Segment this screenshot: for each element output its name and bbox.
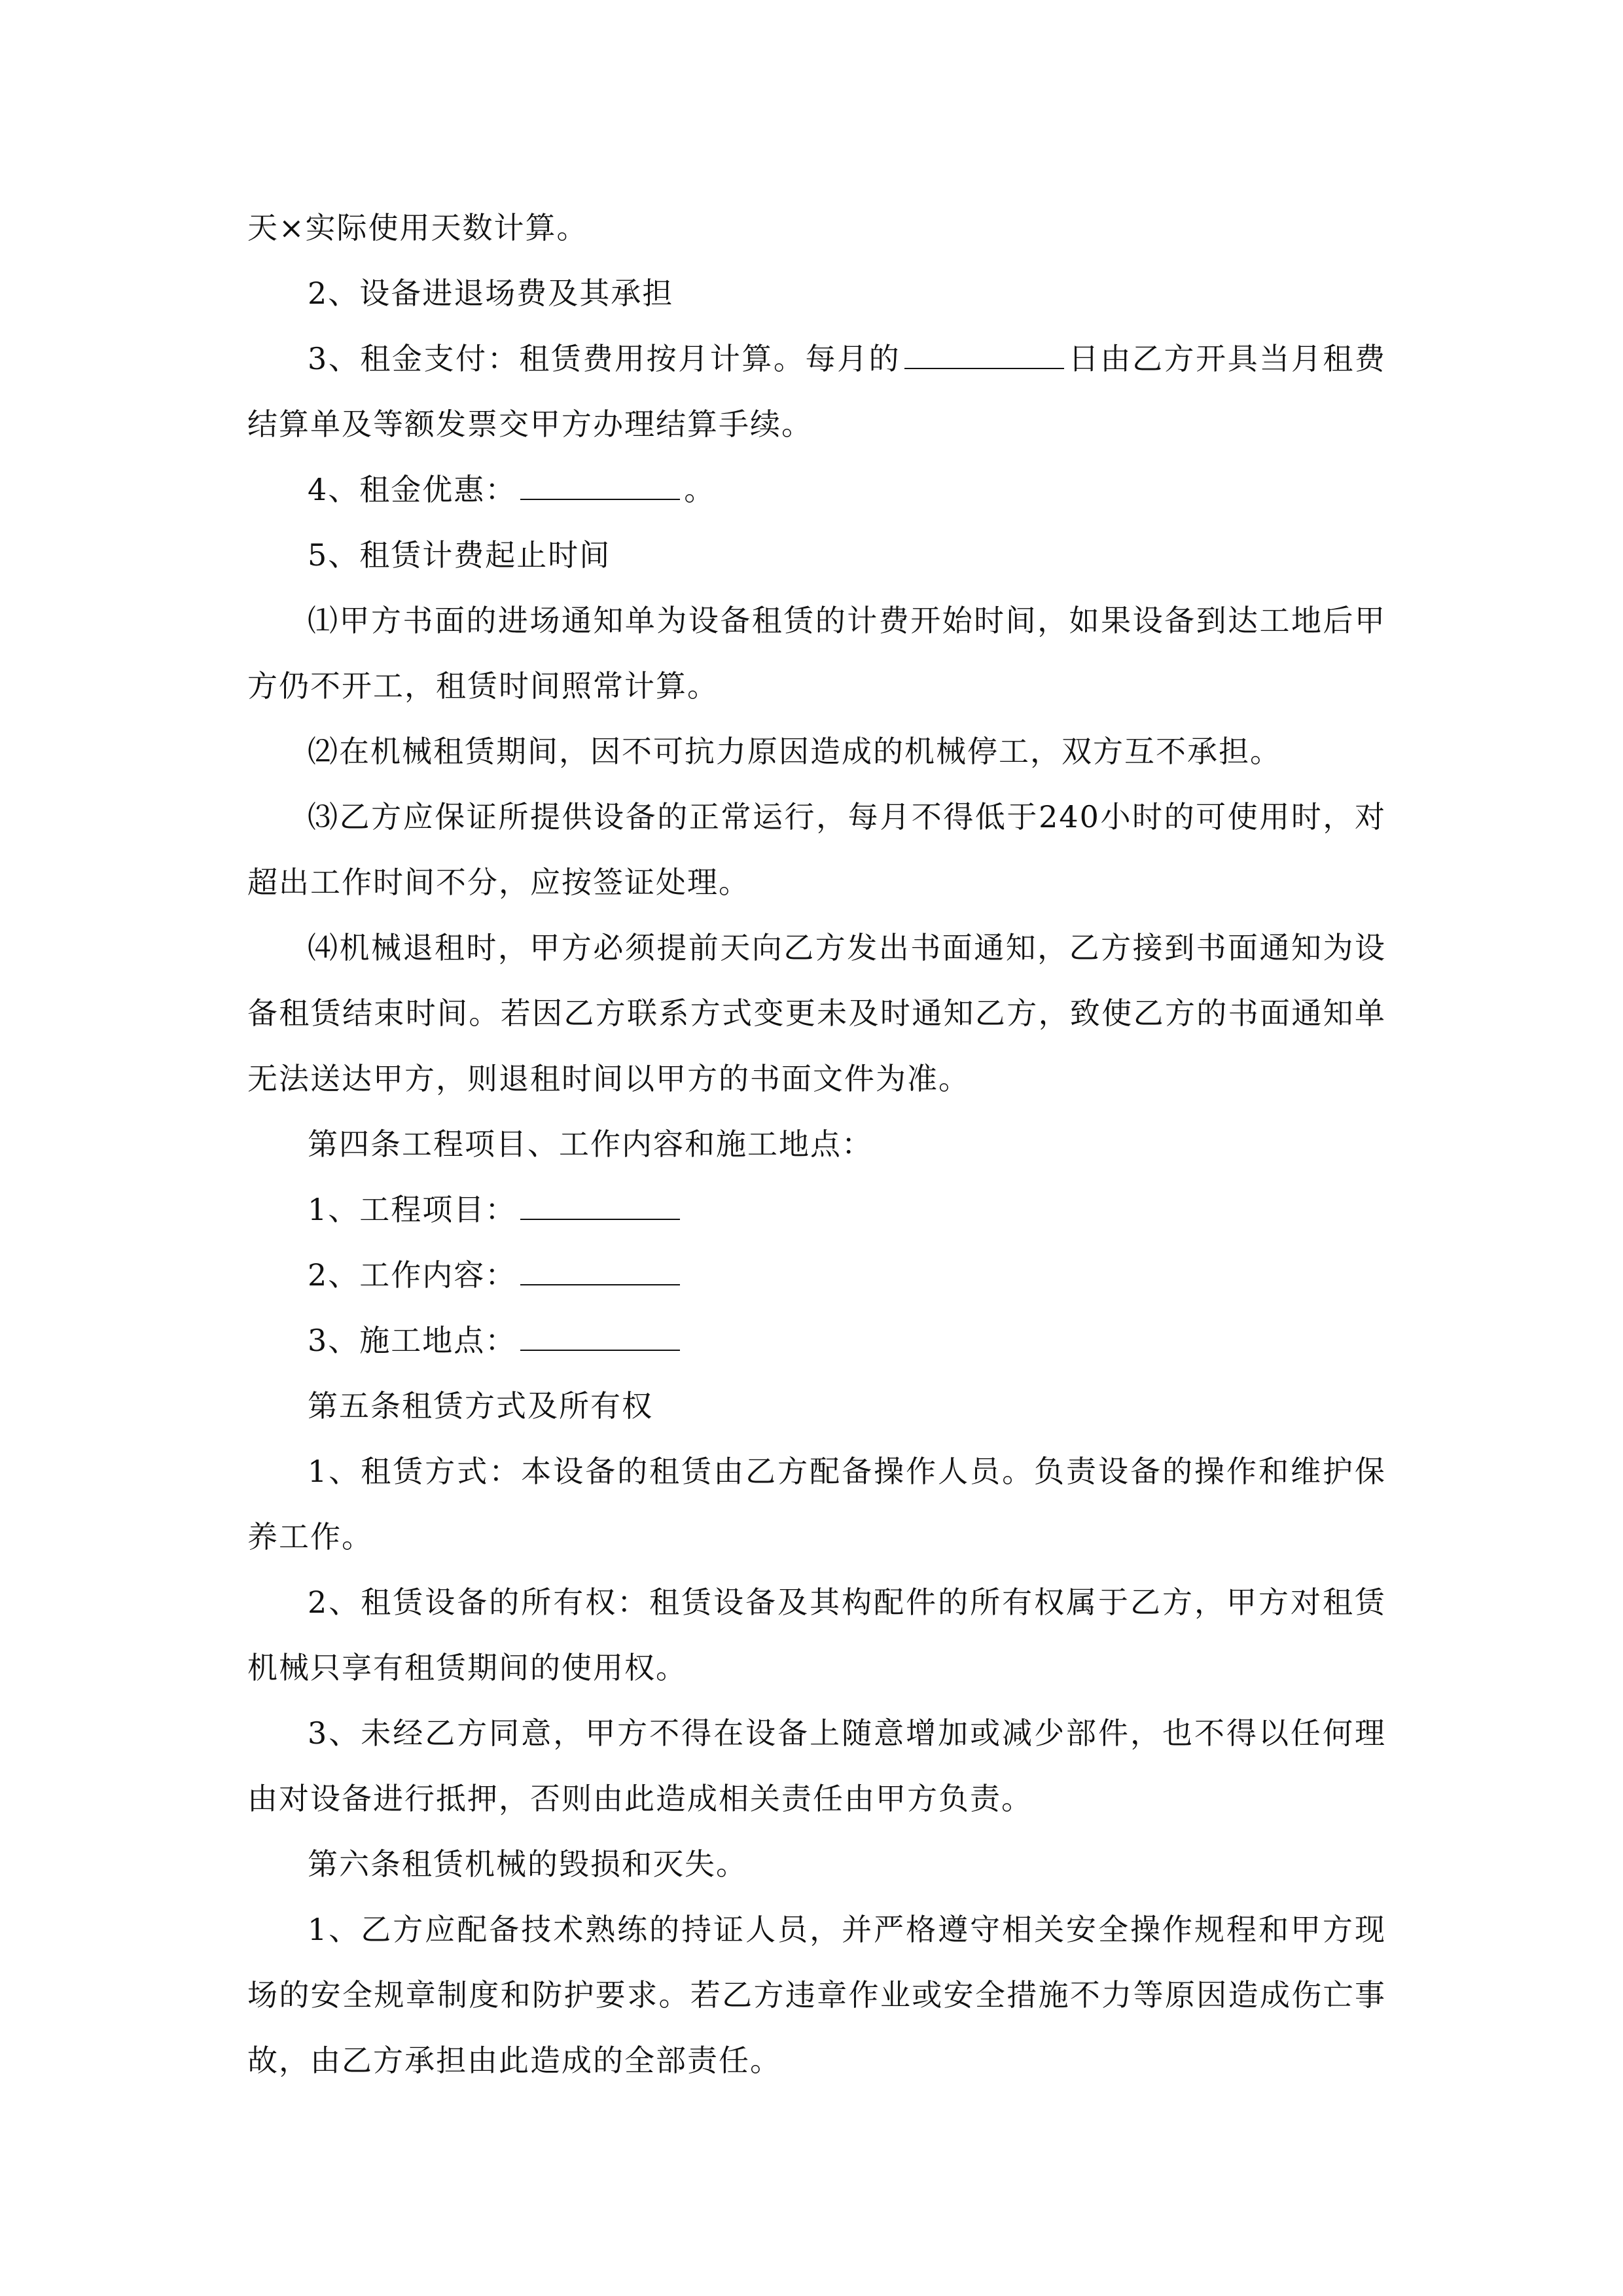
work-content-label: 2、工作内容：	[308, 1257, 517, 1293]
paragraph-project-name	[247, 1177, 1386, 1242]
paragraph-operation-hours: ⑶乙方应保证所提供设备的正常运行，每月不得低于240小时的可使用时，对超出工作时间不分，应按签证处理。	[247, 799, 1386, 900]
work-site-blank	[520, 1314, 680, 1351]
heading-article-5: 第五条租赁方式及所有权	[308, 1388, 653, 1424]
paragraph-return-notice: ⑷机械退租时，甲方必须提前天向乙方发出书面通知，乙方接到书面通知为设备租赁结束时间。若因乙方联系方式变更未及时通知乙方，致使乙方的书面通知单无法送达甲方，则退租时间以甲方的书面文件为准。	[247, 930, 1386, 1096]
paragraph-billing-start: ⑴甲方书面的进场通知单为设备租赁的计费开始时间，如果设备到达工地后甲方仍不开工，租赁时间照常计算。	[247, 603, 1386, 704]
paragraph-work-site	[247, 1308, 1386, 1373]
paragraph-daily-rate-calc: 天×实际使用天数计算。	[247, 210, 588, 245]
paragraph-rent-payment	[247, 326, 1386, 457]
paragraph-billing-period: 5、租赁计费起止时间	[308, 537, 611, 573]
rent-discount-period: 。	[684, 472, 716, 507]
rent-discount-blank	[520, 463, 680, 500]
paragraph-rent-discount	[247, 457, 1386, 522]
paragraph-force-majeure: ⑵在机械租赁期间，因不可抗力原因造成的机械停工，双方互不承担。	[308, 734, 1281, 769]
work-site-label: 3、施工地点：	[308, 1323, 517, 1358]
paragraph-work-content	[247, 1242, 1386, 1308]
paragraph-lease-method: 1、租赁方式：本设备的租赁由乙方配备操作人员。负责设备的操作和维护保养工作。	[247, 1454, 1386, 1554]
work-content-blank	[520, 1249, 680, 1285]
project-name-label: 1、工程项目：	[308, 1192, 517, 1227]
paragraph-ownership: 2、租赁设备的所有权：租赁设备及其构配件的所有权属于乙方，甲方对租赁机械只享有租赁期间的使用权。	[247, 1585, 1386, 1685]
paragraph-entry-exit-fee: 2、设备进退场费及其承担	[308, 276, 674, 311]
paragraph-safety-responsibility: 1、乙方应配备技术熟练的持证人员，并严格遵守相关安全操作规程和甲方现场的安全规章制度和防护要求。若乙方违章作业或安全措施不力等原因造成伤亡事故，由乙方承担由此造成的全部责任。	[247, 1912, 1386, 2078]
heading-article-6: 第六条租赁机械的毁损和灭失。	[308, 1846, 747, 1882]
rent-discount-label: 4、租金优惠：	[308, 472, 517, 507]
rent-payment-text-b: 日由乙方开具当月租费结算单及等额发票交甲方办理结算手续。	[247, 341, 1386, 442]
heading-article-4: 第四条工程项目、工作内容和施工地点：	[308, 1126, 873, 1162]
payment-day-blank	[904, 332, 1064, 369]
project-name-blank	[520, 1183, 680, 1220]
rent-payment-text-a: 3、租金支付：租赁费用按月计算。每月的	[308, 341, 901, 376]
document-page	[247, 195, 1386, 2093]
paragraph-no-modification: 3、未经乙方同意，甲方不得在设备上随意增加或减少部件，也不得以任何理由对设备进行抵押，否则由此造成相关责任由甲方负责。	[247, 1715, 1386, 1816]
